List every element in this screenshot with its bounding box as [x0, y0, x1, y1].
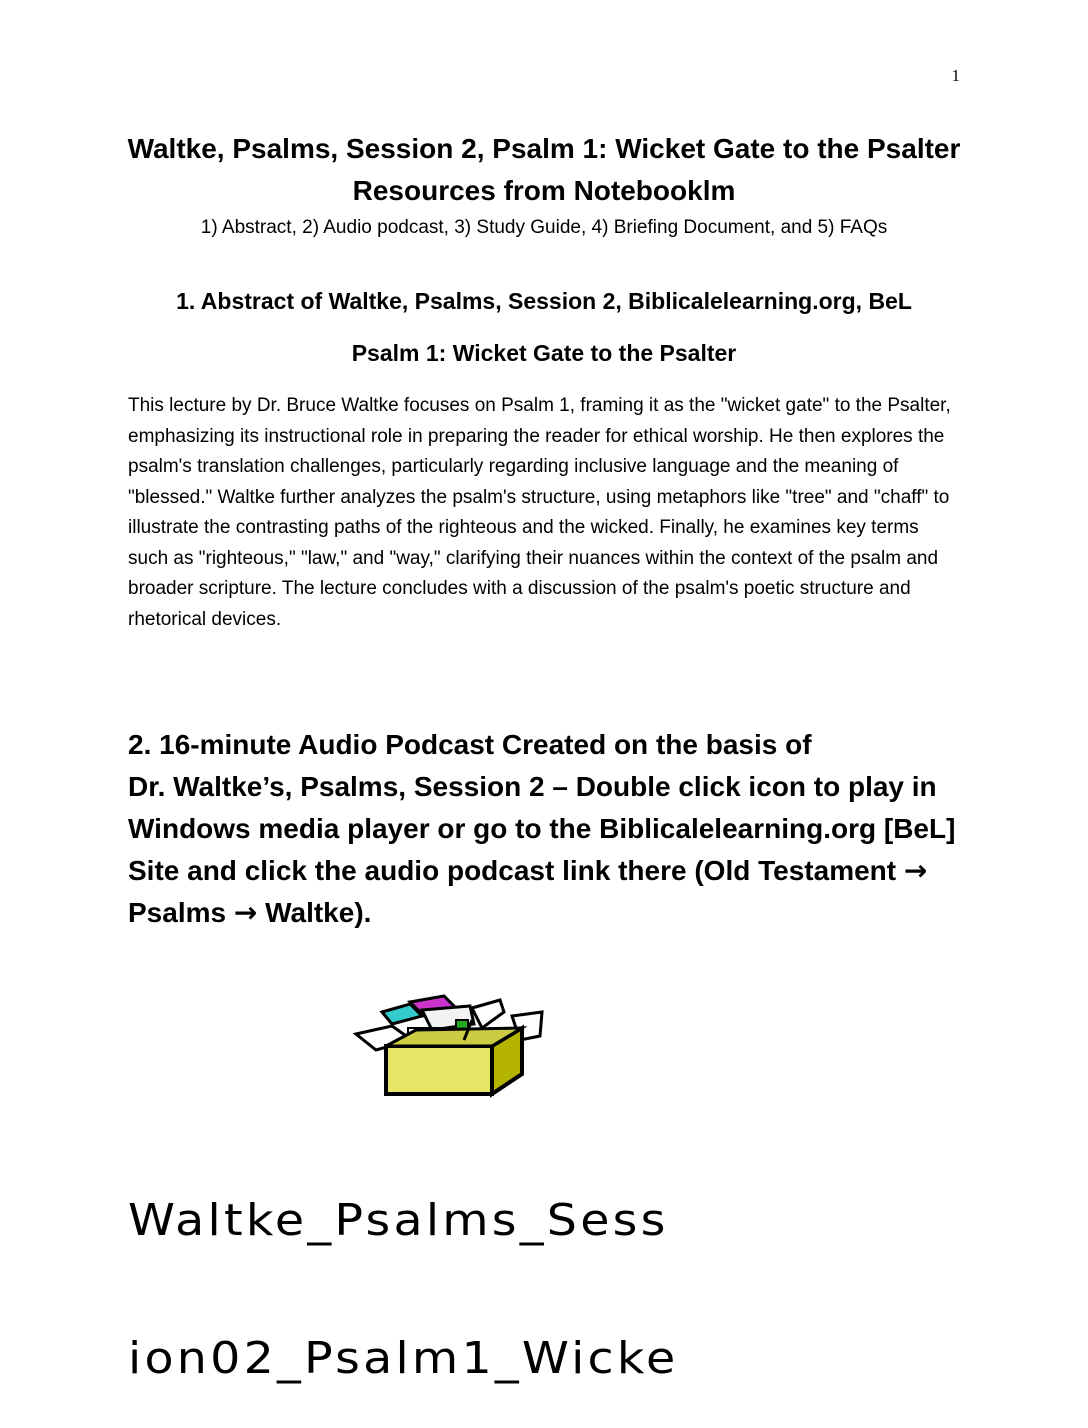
- section-2-heading-line-2: Dr. Waltke’s, Psalms, Session 2 – Double click icon to play in: [128, 771, 937, 802]
- audio-package-icon-button[interactable]: [352, 990, 548, 1100]
- package-icon[interactable]: [352, 990, 548, 1100]
- section-2-heading-line-5-psalms: Psalms: [128, 897, 234, 928]
- section-2-heading-line-1: 2. 16-minute Audio Podcast Created on the basis of: [128, 729, 812, 760]
- section-2-heading-line-3: Windows media player or go to the Biblicalelearning.org [BeL]: [128, 813, 956, 844]
- section-2-heading-line-4: [128, 850, 968, 892]
- title-block: [100, 128, 988, 242]
- contents-line: 1) Abstract, 2) Audio podcast, 3) Study Guide, 4) Briefing Document, and 5) FAQs: [200, 217, 888, 238]
- abstract-paragraph: This lecture by Dr. Bruce Waltke focuses on Psalm 1, framing it as the "wicket gate" to the Psalter, emphasizing its instructional role in preparing the reader for ethical worship. He then explores the psalm's translation challenges, particularly regarding inclusive language and the meaning of "blessed." Waltke further analyzes the psalm's structure, using metaphors like "tree" and "chaff" to illustrate the contrasting paths of the righteous and the wicked. Finally, he examines key terms such as "righteous," "law," and "way," clarifying their nuances within the context of the psalm and broader scripture. The lecture concludes with a discussion of the psalm's poetic structure and rhetorical devices.: [128, 395, 951, 630]
- section-2-heading-line-4-text: Site and click the audio podcast link there (Old Testament: [128, 855, 904, 886]
- section-2-heading-line-5: [128, 892, 968, 934]
- document-title-line-1: Waltke, Psalms, Session 2, Psalm 1: Wicket Gate to the Psalter: [127, 133, 961, 164]
- right-arrow-icon: →: [233, 896, 258, 929]
- section-1-subheading: Psalm 1: Wicket Gate to the Psalter: [351, 340, 737, 366]
- section-2-heading-line-5-end: Waltke).: [257, 897, 372, 928]
- audio-file-label-line-2: ion02_Psalm1_Wicke: [128, 1333, 679, 1384]
- section-1-heading: 1. Abstract of Waltke, Psalms, Session 2, Biblicalelearning.org, BeL: [176, 288, 912, 314]
- document-title-line-2: Resources from Notebooklm: [352, 175, 736, 206]
- audio-file-label-line-1: Waltke_Psalms_Sess: [128, 1195, 669, 1246]
- right-arrow-icon: →: [903, 854, 928, 887]
- audio-file-label[interactable]: [128, 1106, 819, 1384]
- section-2-heading: [128, 724, 968, 934]
- page-number: 1: [951, 66, 960, 85]
